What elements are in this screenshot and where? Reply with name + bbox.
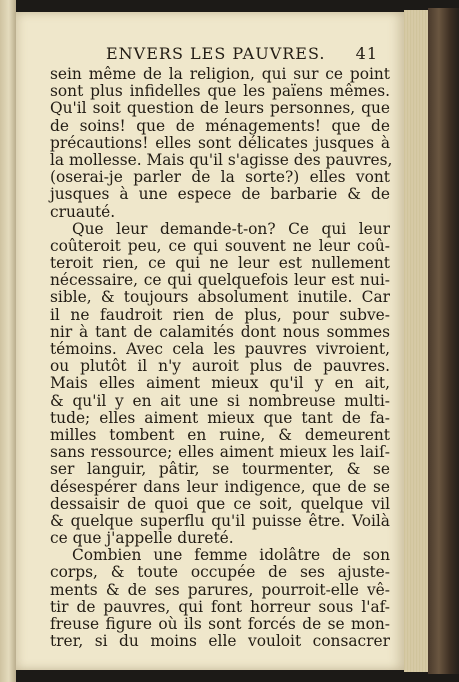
text-line: teroit rien, ce qui ne leur est nullement [50, 254, 390, 273]
page-fore-edge [404, 10, 428, 672]
text-line: cruauté. [50, 202, 116, 221]
running-title: ENVERS LES PAUVRES. [106, 44, 326, 63]
text-line: nécessaire, ce qui quelquefois leur est nui- [50, 271, 390, 290]
text-line: il ne faudroit rien de plus, pour subve- [50, 305, 390, 324]
text-line: corps, & toute occupée de ses ajuste- [50, 563, 390, 582]
text-line: tude; elles aiment mieux que tant de fa- [50, 408, 390, 427]
text-line: de soins! que de ménagements! que de [50, 116, 390, 135]
text-line: trer, si du moins elle vouloit consacrer [50, 632, 390, 651]
book-cover-edge [428, 8, 459, 674]
text-line: sans ressource; elles aiment mieux les laiſ- [50, 443, 390, 462]
text-line: Qu'il soit question de leurs personnes, que [50, 99, 390, 118]
text-line: nir à tant de calamités dont nous sommes [50, 322, 390, 341]
paragraph-start-line: Combien une femme idolâtre de son [72, 546, 390, 565]
page-number: 41 [355, 44, 378, 63]
text-line: témoins. Avec cela les pauvres vivroient, [50, 340, 390, 358]
text-line: ser languir, pâtir, se tourmenter, & se [50, 460, 390, 479]
text-line: (oserai-je parler de la sorte?) elles vont [50, 168, 390, 187]
text-line: & quelque superflu qu'il puisse être. Voilà [50, 511, 390, 530]
facing-page-edge [0, 0, 16, 682]
text-line: sont plus infidelles que les païens mêmes. [50, 82, 390, 101]
text-line: Mais elles aiment mieux qu'il y en ait, [50, 374, 390, 393]
text-line: ments & de ses parures, pourroit-elle vê- [50, 580, 390, 599]
text-line: & qu'il y en ait une si nombreuse multi- [50, 391, 390, 410]
text-line: précautions! elles sont délicates jusques à [50, 133, 390, 152]
text-line: sible, & toujours absolument inutile. Car [50, 288, 390, 307]
text-line: tir de pauvres, qui font horreur sous l'af- [50, 597, 390, 616]
text-line: sein même de la religion, qui sur ce point [50, 65, 390, 83]
text-line: jusques à une espece de barbarie & de [50, 185, 390, 204]
text-line: coûteroit peu, ce qui souvent ne leur coû- [50, 236, 390, 255]
text-line: dessaisir de quoi que ce soit, quelque vil [50, 494, 390, 513]
paragraph-start-line: Que leur demande-t-on? Ce qui leur [72, 219, 390, 238]
text-line: ou plutôt il n'y auroit plus de pauvres. [50, 357, 390, 376]
text-line: milles tombent en ruine, & demeurent [50, 425, 390, 444]
running-header [78, 44, 378, 66]
text-line: freuse figure où ils sont forcés de se mon- [50, 615, 390, 633]
text-line: désespérer dans leur indigence, que de se [50, 477, 390, 496]
text-line: la mollesse. Mais qu'il s'agisse des pauvres, [50, 150, 393, 169]
text-line: ce que j'appelle dureté. [50, 529, 234, 548]
body-text [50, 65, 393, 651]
